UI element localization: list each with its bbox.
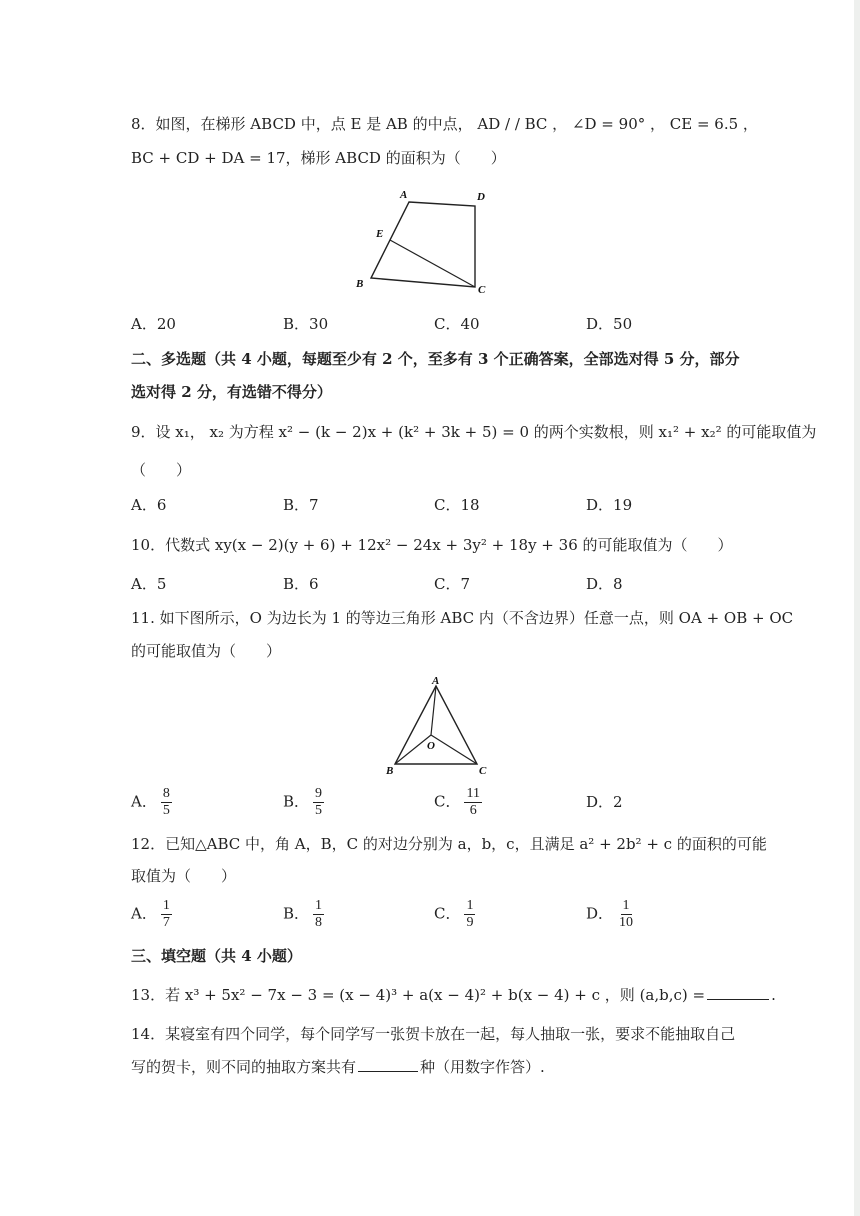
fraction xyxy=(464,786,481,819)
option-letter: C． xyxy=(434,904,461,923)
numerator: 1 xyxy=(622,898,630,913)
q8-option-d[interactable]: D．50 xyxy=(586,315,633,333)
numerator: 9 xyxy=(315,786,323,801)
q13-text: 13．若 x³ + 5x² − 7x − 3 = (x − 4)³ + a(x − 4)² + b(x − 4) + c ，则 (a,b,c) = xyxy=(131,986,706,1004)
option-letter: C． xyxy=(434,792,461,811)
q9-option-b[interactable]: B．7 xyxy=(283,496,319,514)
label-o: O xyxy=(427,740,435,752)
answer-blank[interactable] xyxy=(707,998,769,1000)
q10-option-b[interactable]: B．6 xyxy=(283,575,319,593)
q11-option-d[interactable]: D．2 xyxy=(586,793,623,811)
q8-line1: 8．如图，在梯形 ABCD 中，点 E 是 AB 的中点， AD / / BC ， ∠D = 90° ， CE = 6.5 ， xyxy=(131,115,758,133)
fraction xyxy=(313,898,324,931)
section2-heading-line2: 选对得 2 分，有选错不得分） xyxy=(131,383,332,401)
numerator: 1 xyxy=(466,898,474,913)
option-letter: B． xyxy=(283,792,310,811)
q8-line2: BC + CD + DA = 17，梯形 ABCD 的面积为（ ） xyxy=(131,149,506,167)
q12-option-c[interactable] xyxy=(434,898,475,931)
option-letter: A． xyxy=(131,792,157,811)
q9-line1: 9．设 x₁， x₂ 为方程 x² − (k − 2)x + (k² + 3k + 5) = 0 的两个实数根，则 x₁² + x₂² 的可能取值为 xyxy=(131,423,817,441)
denominator: 7 xyxy=(162,915,170,930)
option-letter: B． xyxy=(283,904,310,923)
page-edge xyxy=(854,0,860,1216)
denominator: 5 xyxy=(162,803,170,818)
label-e: E xyxy=(376,228,384,240)
q12-option-b[interactable] xyxy=(283,898,324,931)
fraction xyxy=(617,898,635,931)
q12-line2: 取值为（ ） xyxy=(131,867,237,885)
label-d: D xyxy=(477,191,485,203)
q14-suffix: 种（用数字作答）. xyxy=(420,1058,545,1076)
q12-option-a[interactable] xyxy=(131,898,172,931)
q14-line1: 14．某寝室有四个同学，每个同学写一张贺卡放在一起，每人抽取一张，要求不能抽取自己 xyxy=(131,1025,736,1043)
q14-line2 xyxy=(131,1057,545,1077)
fraction xyxy=(464,898,475,931)
section3-heading: 三、填空题（共 4 小题） xyxy=(131,947,302,965)
label-a: A xyxy=(400,189,408,201)
q11-option-a[interactable] xyxy=(131,786,172,819)
q8-option-c[interactable]: C．40 xyxy=(434,315,480,333)
fraction xyxy=(161,898,172,931)
label-a: A xyxy=(432,675,440,687)
label-b: B xyxy=(386,765,394,777)
q13-line xyxy=(131,985,776,1005)
answer-blank[interactable] xyxy=(358,1070,418,1072)
denominator: 6 xyxy=(469,803,477,818)
numerator: 8 xyxy=(162,786,170,801)
label-c: C xyxy=(478,284,486,296)
label-c: C xyxy=(479,765,487,777)
denominator: 9 xyxy=(466,915,474,930)
numerator: 11 xyxy=(466,786,480,801)
q10-line1: 10．代数式 xy(x − 2)(y + 6) + 12x² − 24x + 3y² + 18y + 36 的可能取值为（ ） xyxy=(131,536,733,554)
q14-text: 写的贺卡，则不同的抽取方案共有 xyxy=(131,1058,357,1076)
option-letter: D． xyxy=(586,904,614,923)
fraction xyxy=(161,786,172,819)
q9-line2: （ ） xyxy=(131,461,192,479)
q12-line1: 12．已知△ABC 中，角 A，B，C 的对边分别为 a，b，c，且满足 a² + 2b² + c 的面积的可能 xyxy=(131,835,767,853)
fraction xyxy=(313,786,324,819)
denominator: 8 xyxy=(315,915,323,930)
q8-option-a[interactable]: A．20 xyxy=(131,315,176,333)
label-b: B xyxy=(356,278,364,290)
q11-option-c[interactable] xyxy=(434,786,482,819)
q10-option-d[interactable]: D．8 xyxy=(586,575,623,593)
q9-option-c[interactable]: C．18 xyxy=(434,496,480,514)
q10-option-c[interactable]: C．7 xyxy=(434,575,471,593)
q9-option-a[interactable]: A．6 xyxy=(131,496,167,514)
denominator: 10 xyxy=(619,915,634,930)
q13-suffix: . xyxy=(771,986,776,1004)
triangle-figure xyxy=(380,675,490,777)
numerator: 1 xyxy=(162,898,170,913)
denominator: 5 xyxy=(315,803,323,818)
q8-option-b[interactable]: B．30 xyxy=(283,315,329,333)
q11-option-b[interactable] xyxy=(283,786,324,819)
section2-heading-line1: 二、多选题（共 4 小题，每题至少有 2 个，至多有 3 个正确答案，全部选对得 5 分，部分 xyxy=(131,350,740,368)
numerator: 1 xyxy=(315,898,323,913)
option-letter: A． xyxy=(131,904,157,923)
q10-option-a[interactable]: A．5 xyxy=(131,575,167,593)
trapezoid-figure xyxy=(350,186,500,296)
q9-option-d[interactable]: D．19 xyxy=(586,496,633,514)
q11-line2: 的可能取值为（ ） xyxy=(131,642,282,660)
q12-option-d[interactable] xyxy=(586,898,635,931)
q11-line1: 11. 如下图所示，O 为边长为 1 的等边三角形 ABC 内（不含边界）任意一点，则 OA + OB + OC xyxy=(131,609,794,627)
